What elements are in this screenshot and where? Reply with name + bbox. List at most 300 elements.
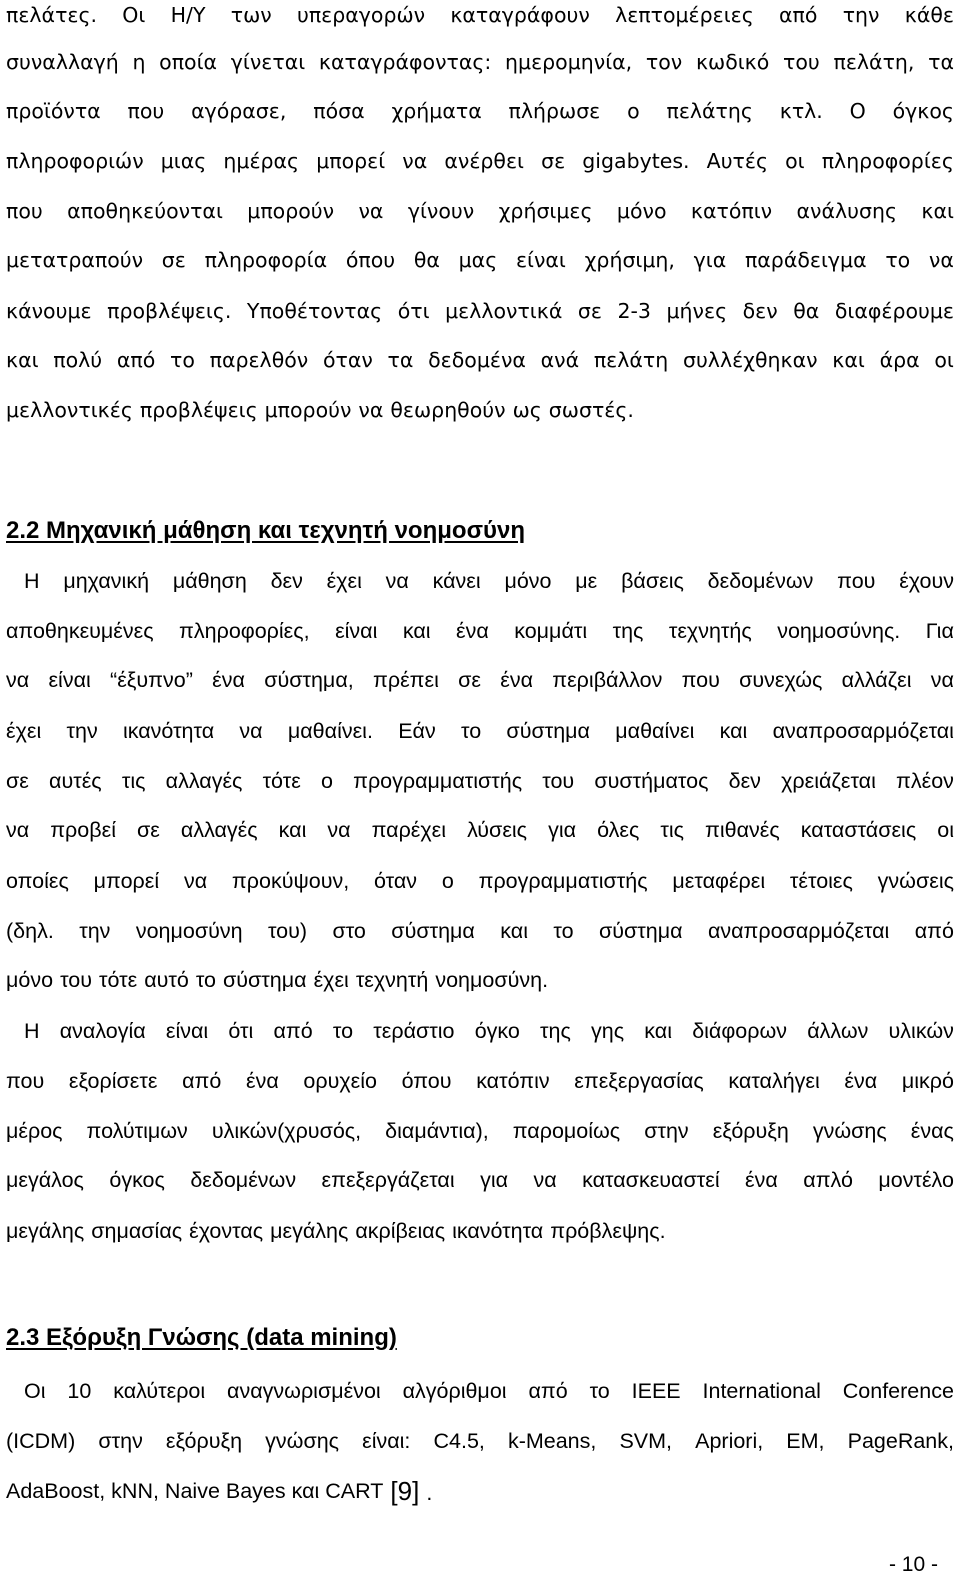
word: διαμάντια), — [385, 1119, 489, 1143]
word: οποία — [159, 50, 218, 74]
word: ανάλυσης — [796, 199, 898, 223]
word: όπου — [345, 248, 396, 272]
word: για — [548, 818, 577, 842]
word: στην — [644, 1119, 689, 1143]
word: κάθε — [904, 3, 954, 27]
word: να — [533, 1168, 557, 1192]
word: σε — [161, 248, 186, 272]
word: IEEE — [631, 1379, 681, 1403]
word: ένα — [456, 619, 489, 643]
word: βάσεις — [621, 569, 684, 593]
word: γίνεται — [230, 50, 306, 74]
word: και — [6, 348, 39, 372]
word: με — [575, 569, 598, 593]
word: έχει — [6, 719, 42, 743]
text-line — [6, 1116, 954, 1146]
word: όλες — [597, 818, 640, 842]
word: μάθηση — [172, 569, 247, 593]
word: συλλέχθηκαν — [682, 348, 818, 372]
word: που — [127, 99, 165, 123]
word: από — [182, 1069, 222, 1093]
word: μεταφέρει — [672, 869, 766, 893]
word: πελάτη — [593, 348, 669, 372]
text-line — [24, 1376, 954, 1406]
citation-reference[interactable]: [9] — [390, 1476, 420, 1506]
word: για — [693, 248, 727, 272]
word: σύστημα — [223, 968, 307, 992]
word: το — [589, 1379, 610, 1403]
word: του) — [267, 919, 308, 943]
word: του — [60, 968, 92, 992]
word: θα — [793, 299, 820, 323]
word: η — [132, 50, 146, 74]
word: οποίες — [6, 869, 69, 893]
word: αυτές — [49, 769, 102, 793]
word: μπορεί — [316, 149, 386, 173]
word: όγκος — [892, 99, 954, 123]
word: είναι — [48, 668, 91, 692]
word: που — [6, 1069, 45, 1093]
word: παρελθόν — [209, 348, 309, 372]
word: όγκο — [474, 1019, 520, 1043]
word: Η/Υ — [170, 3, 206, 27]
word: αναπροσαρμόζεται — [772, 719, 954, 743]
word: 10 — [67, 1379, 92, 1403]
word: “έξυπνο” — [110, 668, 193, 692]
word: οι — [785, 149, 805, 173]
word: να — [930, 668, 954, 692]
word: καταλήγει — [728, 1069, 820, 1093]
word: παράδειγμα — [744, 248, 867, 272]
word: μελλοντικές — [6, 398, 133, 422]
word: πελάτης — [666, 99, 753, 123]
word: θεωρηθούν — [390, 398, 506, 422]
text-line — [6, 245, 954, 275]
word: τα — [387, 348, 414, 372]
word: πελάτες. — [6, 3, 98, 27]
word: μήνες — [666, 299, 728, 323]
word: Conference — [842, 1379, 954, 1403]
word: γνώσεις — [877, 869, 954, 893]
text-line — [6, 196, 954, 226]
word: σύστημα — [598, 919, 683, 943]
word: ημέρας — [223, 149, 300, 173]
word: κατασκευαστεί — [582, 1168, 720, 1192]
word: Οι — [24, 1379, 46, 1403]
word: είναι — [165, 1019, 209, 1043]
word: σύστημα — [391, 919, 475, 943]
word: ο — [627, 99, 640, 123]
word: ένα — [245, 1069, 279, 1093]
word: των — [230, 3, 272, 27]
word: ανά — [540, 348, 580, 372]
word: έχει — [313, 968, 349, 992]
text-line — [6, 1165, 954, 1195]
word: αγόρασε, — [191, 99, 287, 123]
word: αλγόριθμοι — [402, 1379, 507, 1403]
word: σε — [458, 668, 481, 692]
word: μόνο — [504, 569, 552, 593]
word: γίνουν — [407, 199, 475, 223]
text-line — [6, 0, 954, 30]
word: εξόρυξη — [165, 1429, 243, 1453]
text-line-last — [6, 1476, 954, 1508]
word: τότε — [262, 769, 301, 793]
word: καταγράφοντας: — [318, 50, 492, 74]
word: προγραμματιστής — [353, 769, 523, 793]
word: (δηλ. — [6, 919, 54, 943]
text-line — [6, 146, 954, 176]
section-heading-2-2: 2.2 Μηχανική μάθηση και τεχνητή νοημοσύνη — [6, 517, 525, 544]
word: από — [273, 1019, 313, 1043]
word: όπου — [401, 1069, 452, 1093]
word: τα — [928, 50, 954, 74]
word: μας — [458, 248, 498, 272]
text-line — [6, 395, 954, 425]
sentence-end: . — [426, 1481, 433, 1505]
word: ότι — [228, 1019, 254, 1043]
word: C4.5, — [433, 1429, 485, 1453]
text-line — [6, 815, 954, 845]
word: αποθηκευμένες — [6, 619, 154, 643]
word: της — [540, 1019, 571, 1043]
word: κωδικό — [695, 50, 770, 74]
word: αλλάζει — [841, 668, 912, 692]
word: επεξεργασίας — [574, 1069, 704, 1093]
word: τις — [660, 818, 685, 842]
word: στην — [98, 1429, 143, 1453]
word: δεδομένα — [428, 348, 526, 372]
word: το — [332, 1019, 354, 1043]
word: πολύ — [53, 348, 103, 372]
word: δεν — [742, 299, 778, 323]
word: λύσεις — [467, 818, 528, 842]
word: International — [702, 1379, 821, 1403]
algorithms-text: AdaBoost, kNN, Naive Bayes και CART — [6, 1479, 384, 1503]
word: να — [358, 199, 384, 223]
word: πλέον — [896, 769, 954, 793]
word: ένα — [844, 1069, 878, 1093]
word: δεδομένων — [707, 569, 814, 593]
word: που — [681, 668, 720, 692]
text-line — [6, 766, 954, 796]
word: πολύτιμων — [86, 1119, 188, 1143]
word: συστήματος — [594, 769, 709, 793]
word: να — [183, 869, 208, 893]
word: μόνο — [616, 199, 667, 223]
word: προϊόντα — [6, 99, 101, 123]
word: δεν — [728, 769, 761, 793]
word: γνώσης — [812, 1119, 887, 1143]
word: (ICDM) — [6, 1429, 76, 1453]
word: ως — [512, 398, 542, 422]
text-line — [6, 866, 954, 896]
word: συνεχώς — [739, 668, 823, 692]
word: μεγάλης — [6, 1219, 85, 1243]
word: σημασίας — [91, 1219, 183, 1243]
word: καλύτεροι — [113, 1379, 206, 1403]
word: σωστές. — [548, 398, 634, 422]
word: το — [461, 719, 482, 743]
word: προβλέψεις — [139, 398, 258, 422]
word: Για — [925, 619, 954, 643]
word: σε — [541, 149, 566, 173]
word: εξορίσετε — [68, 1069, 158, 1093]
word: το — [195, 968, 216, 992]
word: δεν — [270, 569, 303, 593]
word: χρειάζεται — [781, 769, 876, 793]
word: SVM, — [619, 1429, 673, 1453]
word: όταν — [322, 348, 373, 372]
word: νοημοσύνη. — [435, 968, 549, 992]
word: προβλέψεις. — [107, 299, 232, 323]
text-line — [6, 47, 954, 77]
word: πρέπει — [373, 668, 439, 692]
word: σε — [577, 299, 602, 323]
word: που — [6, 199, 43, 223]
word: οι — [937, 818, 954, 842]
word: είναι — [335, 619, 378, 643]
word: αναγνωρισμένοι — [227, 1379, 381, 1403]
word: στο — [332, 919, 366, 943]
word: όγκος — [109, 1168, 165, 1192]
word: τεχνητή — [355, 968, 429, 992]
word: όταν — [374, 869, 418, 893]
word: ο — [441, 869, 454, 893]
word: άλλων — [807, 1019, 869, 1043]
word: Apriori, — [695, 1429, 764, 1453]
text-line — [6, 1216, 954, 1246]
word: Η — [24, 1019, 40, 1043]
word: πληροφορίες, — [179, 619, 310, 643]
word: για — [480, 1168, 509, 1192]
word: να — [358, 398, 384, 422]
word: σύστημα — [506, 719, 590, 743]
word: και — [719, 719, 748, 743]
word: μετατραπούν — [6, 248, 144, 272]
text-line — [6, 665, 954, 695]
word: και — [500, 919, 528, 943]
text-line — [6, 296, 954, 326]
word: μελλοντικά — [445, 299, 563, 323]
word: σε — [6, 769, 29, 793]
word: αποθηκεύονται — [67, 199, 223, 223]
word: Ο — [849, 99, 866, 123]
word: αλλαγές — [180, 818, 258, 842]
text-line — [6, 716, 954, 746]
word: διαφέρουμε — [834, 299, 954, 323]
text-line — [6, 965, 954, 995]
word: αναλογία — [59, 1019, 146, 1043]
text-line — [24, 1016, 954, 1046]
word: ο — [320, 769, 333, 793]
word: και — [921, 199, 954, 223]
word: το — [885, 248, 911, 272]
word: παρομοίως — [512, 1119, 621, 1143]
word: από — [528, 1379, 568, 1403]
word: κομμάτι — [514, 619, 588, 643]
word: άρα — [879, 348, 920, 372]
word: τέτοιες — [789, 869, 853, 893]
word: να — [402, 149, 428, 173]
word: κάνουμε — [6, 299, 92, 323]
word: καταγράφουν — [450, 3, 590, 27]
word: κάνει — [432, 569, 481, 593]
word: να — [385, 569, 409, 593]
word: του — [783, 50, 820, 74]
word: κατόπιν — [690, 199, 773, 223]
word: μοντέλο — [878, 1168, 954, 1192]
word: είναι: — [362, 1429, 411, 1453]
word: Αυτές — [706, 149, 769, 173]
word: πληροφοριών — [6, 149, 144, 173]
word: ότι — [397, 299, 430, 323]
word: χρήσιμη, — [584, 248, 675, 272]
word: μικρό — [901, 1069, 954, 1093]
word: Εάν — [398, 719, 436, 743]
word: σύστημα, — [264, 668, 354, 692]
word: νοημοσύνη — [135, 919, 243, 943]
word: οι — [934, 348, 954, 372]
word: ικανότητα — [452, 1219, 544, 1243]
word: μπορούν — [247, 199, 335, 223]
word: τον — [645, 50, 683, 74]
word: νοημοσύνης. — [777, 619, 901, 643]
word: αναπροσαρμόζεται — [707, 919, 890, 943]
word: τεράστιο — [373, 1019, 455, 1043]
word: και — [644, 1019, 672, 1043]
word: γης — [591, 1019, 625, 1043]
word: κτλ. — [779, 99, 823, 123]
word: από — [914, 919, 954, 943]
text-line — [6, 916, 954, 946]
word: έχοντας — [189, 1219, 264, 1243]
word: χρήσιμες — [498, 199, 593, 223]
section-heading-2-3: 2.3 Εξόρυξη Γνώσης (data mining) — [6, 1324, 397, 1351]
word: υλικών(χρυσός, — [211, 1119, 362, 1143]
word: PageRank, — [847, 1429, 954, 1453]
word: ένα — [212, 668, 245, 692]
word: ικανότητα — [122, 719, 215, 743]
word: μηχανική — [63, 569, 150, 593]
word: Υποθέτοντας — [246, 299, 383, 323]
word: γνώσης — [265, 1429, 340, 1453]
text-line — [6, 616, 954, 646]
word: αυτό — [144, 968, 189, 992]
word: μπορεί — [93, 869, 160, 893]
word: να — [928, 248, 954, 272]
word: μπορούν — [264, 398, 352, 422]
word: προγραμματιστής — [478, 869, 648, 893]
word: καταστάσεις — [800, 818, 917, 842]
word: αλλαγές — [165, 769, 243, 793]
word: τότε — [98, 968, 138, 992]
word: gigabytes. — [582, 149, 690, 173]
word: ημερομηνία, — [505, 50, 633, 74]
word: επεξεργάζεται — [321, 1168, 455, 1192]
word: πελάτη, — [833, 50, 915, 74]
word: την — [66, 719, 98, 743]
word: θα — [413, 248, 440, 272]
word: της — [612, 619, 644, 643]
word: λεπτομέρειες — [615, 3, 754, 27]
word: δεδομένων — [190, 1168, 297, 1192]
word: μαθαίνει — [615, 719, 695, 743]
word: ένας — [910, 1119, 954, 1143]
word: πλήρωσε — [508, 99, 601, 123]
word: την — [79, 919, 111, 943]
word: να — [6, 818, 30, 842]
word: προβεί — [50, 818, 116, 842]
word: χρήματα — [391, 99, 482, 123]
word: του — [542, 769, 575, 793]
word: εξόρυξη — [712, 1119, 789, 1143]
word: έχουν — [899, 569, 954, 593]
word: ανέρθει — [444, 149, 524, 173]
word: την — [842, 3, 880, 27]
word: και — [832, 348, 865, 372]
word: ορυχείο — [303, 1069, 377, 1093]
word: το — [553, 919, 574, 943]
word: πιθανές — [705, 818, 780, 842]
text-line — [6, 1426, 954, 1456]
word: μόνο — [6, 968, 54, 992]
word: να — [6, 668, 30, 692]
word: προκύψουν, — [231, 869, 350, 893]
word: παρέχει — [371, 818, 447, 842]
word: τις — [121, 769, 146, 793]
word: και — [402, 619, 431, 643]
word: μαθαίνει. — [287, 719, 373, 743]
word: μεγάλος — [6, 1168, 84, 1192]
page-number: - 10 - — [888, 1553, 938, 1576]
word: πρόβλεψης. — [550, 1219, 666, 1243]
word: μέρος — [6, 1119, 63, 1143]
word: μιας — [160, 149, 207, 173]
word: διάφορων — [692, 1019, 788, 1043]
text-line — [6, 96, 954, 126]
word: υλικών — [888, 1019, 954, 1043]
word: ένα — [500, 668, 533, 692]
word: να — [239, 719, 263, 743]
text-line — [6, 345, 954, 375]
text-line — [6, 1066, 954, 1096]
word: απλό — [803, 1168, 853, 1192]
word: που — [837, 569, 876, 593]
word: ένα — [745, 1168, 778, 1192]
word: τεχνητής — [668, 619, 752, 643]
word: υπεραγορών — [296, 3, 426, 27]
word: μεγάλης — [270, 1219, 349, 1243]
word: να — [327, 818, 351, 842]
word: περιβάλλον — [552, 668, 663, 692]
text-line — [24, 566, 954, 596]
word: συναλλαγή — [6, 50, 119, 74]
word: k-Means, — [507, 1429, 597, 1453]
word: το — [170, 348, 195, 372]
word: είναι — [515, 248, 566, 272]
word: πόσα — [313, 99, 365, 123]
word: από — [779, 3, 818, 27]
word: από — [116, 348, 156, 372]
word: ακρίβειας — [355, 1219, 446, 1243]
word: EM, — [786, 1429, 825, 1453]
word: έχει — [326, 569, 362, 593]
word: και — [278, 818, 307, 842]
word: σε — [137, 818, 160, 842]
word: πληροφορίες — [821, 149, 954, 173]
word: 2-3 — [617, 299, 651, 323]
